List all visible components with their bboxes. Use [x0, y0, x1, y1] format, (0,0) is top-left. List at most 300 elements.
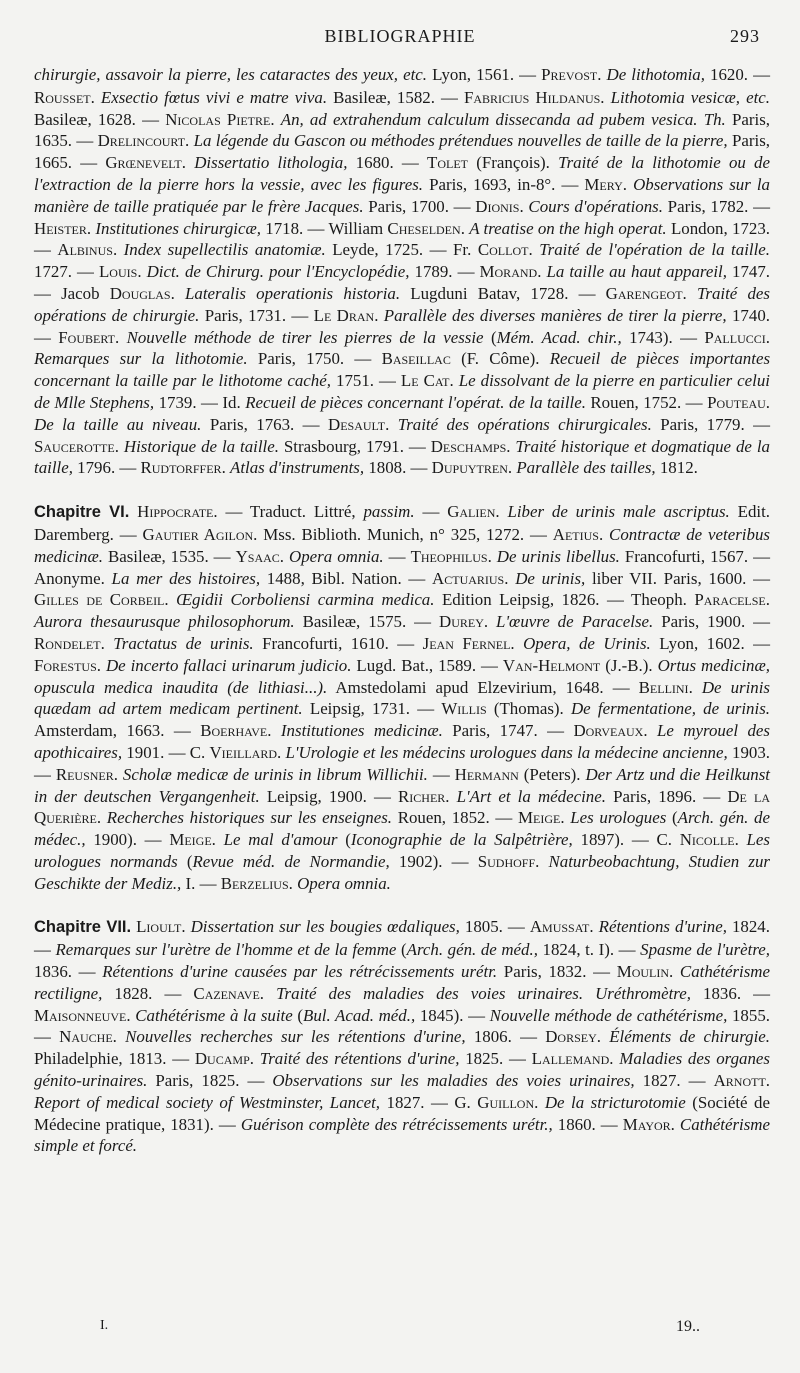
citation-text: (Société de Médecine pratique, 1831). —: [34, 1092, 770, 1134]
work-title: Lateralis operationis historia.: [185, 283, 401, 303]
work-title: Guérison complète des rétrécissements urétr.,: [240, 1114, 553, 1134]
citation-text: (Peters).: [518, 764, 586, 784]
author-name: Maisonneuve: [34, 1005, 127, 1025]
work-title: Maladies des organes génito-urinaires.: [34, 1049, 770, 1091]
author-name: Le Dran: [313, 305, 375, 325]
author-name: Gilles de Corbeil: [34, 590, 165, 610]
work-title: Les urologues: [570, 808, 667, 828]
work-title: Scholæ medicæ de urinis in librum Willichii.: [122, 764, 428, 784]
work-title: Exsectio fœtus vivi e matre viva.: [100, 87, 328, 107]
work-title: Historique de la taille.: [123, 436, 279, 456]
author-name: Gautier Agilon: [142, 524, 254, 544]
bibliography-paragraph: [34, 916, 770, 1157]
citation-text: 1808. —: [364, 458, 432, 478]
page-header: [34, 26, 766, 52]
author-name: Forestus: [34, 655, 97, 675]
work-title: Remarques sur l'urètre de l'homme et de la femme: [55, 940, 397, 960]
author-name: Bellini: [638, 677, 689, 697]
citation-text: .: [114, 436, 124, 456]
work-title: Cathétérisme simple et forcé.: [34, 1114, 770, 1156]
citation-text: Basileæ, 1582. —: [327, 87, 464, 107]
work-title: Le dissolvant de la pierre en particulier celui de Mlle Stephens,: [34, 371, 770, 412]
citation-text: .: [460, 218, 470, 238]
citation-text: .: [277, 742, 286, 762]
author-name: Jean Fernel: [422, 633, 511, 653]
citation-text: .: [734, 830, 747, 850]
citation-text: [129, 502, 137, 521]
citation-text: .: [221, 458, 231, 478]
citation-text: .: [688, 677, 702, 697]
work-title: Le mal d'amour: [223, 830, 338, 850]
citation-text: liber VII. Paris, 1600. —: [585, 568, 770, 588]
citation-text: 1827. —: [634, 1071, 714, 1091]
bibliography-paragraph: [34, 64, 770, 479]
author-name: Berzelius: [220, 873, 289, 893]
citation-text: .: [622, 174, 634, 194]
citation-text: .: [534, 1092, 545, 1112]
citation-text: I. —: [181, 873, 221, 893]
citation-text: 1796. —: [72, 458, 141, 478]
author-name: Tolet: [427, 153, 469, 173]
work-title: Atlas d'instruments,: [230, 458, 365, 478]
citation-text: Francofurti, 1610. —: [253, 633, 423, 653]
citation-text: 1789. —: [409, 262, 480, 282]
citation-text: .: [164, 590, 177, 610]
citation-text: 1740. —: [34, 305, 770, 347]
citation-text: 1805. —: [459, 917, 530, 937]
citation-text: .: [449, 371, 459, 391]
citation-text: .: [643, 721, 657, 741]
citation-text: .: [90, 87, 101, 107]
citation-text: Francofurti, 1567. — Anonyme.: [34, 546, 770, 588]
work-title: Tractatus de urinis.: [113, 633, 254, 653]
work-title: L'Urologie et les médecins urologues dans la médecine ancienne,: [285, 742, 728, 762]
work-title: Dissertatio lithologia,: [194, 153, 348, 173]
work-title: Traité des opérations chirurgicales.: [397, 414, 652, 434]
author-name: Sudhoff: [477, 851, 536, 871]
citation-text: (: [483, 327, 497, 347]
citation-text: .: [682, 283, 697, 303]
citation-text: Edit. Daremberg. —: [34, 502, 771, 544]
author-name: Heister: [34, 218, 87, 238]
citation-text: Basileæ, 1535. —: [102, 546, 236, 566]
work-title: Traité de la lithotomie ou de l'extraction de la pierre hors la vessie, avec les figures.: [34, 153, 770, 194]
work-title: Traité des rétentions d'urine,: [259, 1049, 460, 1069]
work-title: De urinis quædam ad artem medicam pertinent.: [34, 677, 771, 719]
author-name: Morand: [479, 262, 538, 282]
author-name: Lioult: [136, 917, 182, 937]
citation-text: .: [600, 87, 611, 107]
citation-text: 1836. —: [34, 962, 103, 982]
citation-text: .: [181, 917, 191, 937]
citation-text: 1860. —: [552, 1114, 623, 1134]
citation-text: Paris, 1900. —: [653, 612, 770, 632]
citation-text: .: [510, 633, 524, 653]
work-title: Nouvelles recherches sur les rétentions d'urine,: [125, 1027, 466, 1047]
author-name: Arnott: [713, 1071, 766, 1091]
citation-text: . — Traduct. Littré,: [213, 502, 364, 522]
work-title: Opera omnia.: [289, 546, 384, 566]
work-title: L'œuvre de Paracelse.: [496, 612, 654, 632]
citation-text: .: [170, 283, 185, 303]
citation-text: Paris, 1825. —: [147, 1071, 273, 1091]
citation-text: (: [337, 830, 351, 850]
citation-text: .: [445, 786, 457, 806]
citation-text: .: [112, 1027, 126, 1047]
author-name: Moulin: [616, 962, 670, 982]
citation-text: Paris, 1700. —: [363, 196, 476, 216]
citation-text: 1897). — C.: [572, 830, 680, 850]
citation-text: Paris, 1832. —: [497, 962, 617, 982]
citation-text: Lugduni Batav, 1728. —: [400, 283, 606, 303]
work-title: Arch. gén. de médec.,: [34, 808, 770, 850]
citation-text: Paris, 1665. —: [34, 131, 770, 173]
author-name: Fabricius Hildanus: [463, 87, 601, 107]
running-title: BIBLIOGRAPHIE: [324, 26, 476, 46]
author-name: Richer: [398, 786, 446, 806]
author-name: Amussat: [529, 917, 590, 937]
citation-text: Paris, 1896. —: [605, 786, 728, 806]
author-name: Saucerotte: [34, 436, 115, 456]
citation-text: Paris, 1731. —: [199, 305, 314, 325]
citation-text: .: [126, 1005, 136, 1025]
author-name: Drelincourt: [97, 131, 186, 151]
work-title: Contractæ de veteribus medicinæ.: [34, 524, 770, 566]
citation-text: .: [96, 808, 107, 828]
citation-text: Strasbourg, 1791. —: [278, 436, 431, 456]
work-title: Traité historique et dogmatique de la taille,: [34, 436, 770, 478]
citation-text: 1845). —: [415, 1005, 490, 1025]
author-name: Nauche: [59, 1027, 113, 1047]
author-name: Louis: [98, 262, 138, 282]
author-name: Hippocrate: [137, 502, 214, 522]
citation-text: Philadelphie, 1813. —: [34, 1049, 195, 1069]
citation-text: Lugd. Bat., 1589. —: [351, 655, 503, 675]
work-title: Éléments de chirurgie.: [609, 1027, 771, 1047]
citation-text: 1900). —: [85, 830, 170, 850]
citation-text: 1836. —: [690, 983, 770, 1003]
work-title: Arch. gén. de méd.,: [406, 940, 538, 960]
citation-text: (: [396, 940, 407, 960]
citation-text: Amstedolami apud Elzevirium, 1648. —: [327, 677, 639, 697]
citation-text: 1903. —: [34, 742, 771, 784]
citation-text: .: [504, 568, 516, 588]
citation-text: .: [483, 612, 497, 632]
citation-text: (Thomas).: [486, 699, 571, 719]
citation-text: .: [181, 153, 195, 173]
citation-text: (François).: [468, 153, 559, 173]
author-name: Douglas: [109, 283, 171, 303]
work-title: Les urologues normands: [34, 830, 770, 871]
work-title: Recherches historiques sur les enseignes.: [106, 808, 393, 828]
chapter-label: Chapitre VI.: [34, 503, 130, 522]
work-title: L'Art et la médecine.: [456, 786, 606, 806]
work-title: De la stricturotomie: [544, 1092, 686, 1112]
citation-text: Basileæ, 1628. —: [34, 109, 166, 129]
paragraph-text: [34, 65, 770, 477]
work-title: De lithotomia,: [606, 65, 705, 84]
author-name: De la Querière: [34, 786, 771, 828]
citation-text: 1901. — C.: [122, 742, 210, 762]
work-title: La mer des histoires,: [111, 568, 261, 588]
author-name: Ducamp: [194, 1049, 250, 1069]
citation-text: Edition Leipsig, 1826. — Theoph.: [434, 590, 695, 610]
signature-mark: I.: [100, 1318, 109, 1333]
citation-text: .: [670, 1114, 680, 1134]
work-title: Traité de l'opération de la taille.: [539, 240, 770, 260]
author-name: Deschamps: [430, 436, 507, 456]
citation-text: Basileæ, 1575. —: [294, 612, 439, 632]
work-title: Nouvelle méthode de cathétérisme,: [489, 1005, 728, 1025]
citation-text: .: [535, 851, 549, 871]
citation-text: Paris, 1763. —: [201, 414, 328, 434]
citation-text: .: [487, 546, 497, 566]
signature-number: 19..: [676, 1318, 700, 1335]
work-title: Recueil de pièces importantes concernant la taille par le lithotome caché,: [34, 349, 771, 391]
work-title: La taille au haut appareil,: [546, 262, 727, 282]
author-name: Garengeot: [605, 283, 683, 303]
citation-text: .: [259, 983, 277, 1003]
work-title: Der Artz und die Heilkunst in der deutschen Vergangenheit.: [34, 764, 770, 806]
citation-text: 1824. —: [34, 917, 770, 960]
author-name: Desault: [328, 414, 386, 434]
citation-text: Amsterdam, 1663. —: [34, 721, 201, 741]
work-title: Opera, de Urinis.: [523, 633, 651, 653]
citation-text: 1827. — G.: [380, 1092, 478, 1112]
author-name: Meige: [169, 830, 212, 850]
citation-text: .: [598, 524, 610, 544]
citation-text: 1902). —: [389, 851, 478, 871]
work-title: De fermentatione, de urinis.: [570, 699, 770, 719]
citation-text: .: [596, 1027, 610, 1047]
citation-text: .: [137, 262, 147, 282]
citation-text: (J.-B.).: [600, 655, 658, 675]
citation-text: .: [597, 65, 607, 84]
author-name: Mery: [584, 174, 623, 194]
citation-text: Paris, 1782. —: [662, 196, 770, 216]
author-name: Actuarius: [432, 568, 505, 588]
work-title: Dissertation sur les bougies œdaliques,: [190, 917, 460, 937]
citation-text: 1828. —: [102, 983, 194, 1003]
author-name: Baseillac: [381, 349, 451, 369]
work-title: Lithotomia vesicæ, etc.: [610, 87, 770, 107]
work-title: Mém. Acad. chir.,: [496, 327, 622, 347]
author-name: Reusner: [55, 764, 114, 784]
citation-text: .: [560, 808, 571, 828]
citation-text: (: [292, 1005, 304, 1025]
citation-text: Paris, 1747. —: [442, 721, 574, 741]
work-title: Dict. de Chirurg. pour l'Encyclopédie,: [146, 262, 410, 282]
citation-text: Rouen, 1852. —: [392, 808, 518, 828]
author-name: Cazenave: [193, 983, 260, 1003]
citation-text: —: [414, 502, 448, 522]
author-name: Mayor: [622, 1114, 671, 1134]
work-title: An, ad extrahendum calculum dissecanda ad pubem vesica. Th.: [280, 109, 726, 129]
work-title: chirurgie, assavoir la pierre, les cataractes des yeux, etc.: [34, 65, 427, 84]
citation-text: .: [270, 109, 281, 129]
work-title: Le myrouel des apothicaires,: [34, 721, 770, 762]
author-name: Rondelet: [34, 633, 101, 653]
citation-text: 1824, t. I). —: [537, 940, 641, 960]
work-title: De incerto fallaci urinarum judicio.: [105, 655, 352, 675]
citation-text: .: [96, 655, 106, 675]
citation-text: (: [177, 851, 193, 871]
author-name: Guillon: [477, 1092, 535, 1112]
author-name: Paracelse: [694, 590, 766, 610]
citation-text: .: [385, 414, 398, 434]
citation-text: .: [537, 262, 547, 282]
citation-text: Rouen, 1752. —: [585, 392, 708, 412]
citation-text: (: [666, 808, 678, 828]
work-title: Ortus medicinæ, opuscula medica inaudita (de lithiasi...).: [34, 655, 770, 697]
work-title: Revue méd. de Normandie,: [192, 851, 390, 871]
author-name: Pallucci: [704, 327, 766, 347]
work-title: Observations sur la manière de taille pratiquée par le frère Jacques.: [34, 174, 770, 216]
citation-text: .: [765, 327, 770, 347]
citation-text: 1727. —: [34, 262, 99, 282]
bibliography-paragraph: [34, 501, 770, 894]
citation-text: .: [114, 327, 127, 347]
citation-text: Paris, 1750. —: [247, 349, 382, 369]
citation-text: .: [507, 458, 517, 478]
work-title: Cours d'opérations.: [528, 196, 663, 216]
work-title: Remarques sur la lithotomie.: [34, 349, 248, 369]
author-name: Hermann: [454, 764, 519, 784]
citation-text: 1812.: [655, 458, 698, 478]
author-name: Grœnevelt: [105, 153, 182, 173]
citation-text: Paris, 1635. —: [34, 109, 770, 151]
author-name: Dorveaux: [573, 721, 644, 741]
work-title: Parallèle des diverses manières de tirer la pierre,: [383, 305, 727, 325]
work-title: Report of medical society of Westminster, Lancet,: [34, 1092, 381, 1112]
work-title: Traité des maladies des voies urinaires. Uréthromètre,: [276, 983, 691, 1003]
citation-text: 1747. — Jacob: [34, 262, 771, 303]
citation-text: .: [765, 1071, 771, 1091]
author-name: Dorsey: [545, 1027, 597, 1047]
author-name: Prevost: [541, 65, 598, 84]
citation-text: 1620. —: [704, 65, 770, 84]
work-title: Observations sur les maladies des voies urinaires,: [272, 1071, 635, 1091]
work-title: Rétentions d'urine,: [598, 917, 727, 937]
author-name: Pouteau: [707, 392, 766, 412]
author-name: Durey: [439, 612, 484, 632]
paragraph-text: [34, 917, 770, 1155]
author-name: Willis: [441, 699, 487, 719]
citation-text: Paris, 1693, in-8°. —: [423, 174, 585, 194]
work-title: De la taille au niveau.: [34, 414, 202, 434]
work-title: Institutiones chirurgicæ,: [95, 218, 261, 238]
citation-text: 1806. —: [465, 1027, 546, 1047]
citation-text: .: [765, 590, 770, 610]
citation-text: .: [211, 830, 224, 850]
work-title: A treatise on the high operat.: [469, 218, 667, 238]
citation-text: 1743). —: [621, 327, 705, 347]
work-title: La légende du Gascon ou méthodes prétendues nouvelles de taille de la pierre,: [193, 131, 728, 151]
citation-text: —: [427, 764, 455, 784]
citation-text: Lyon, 1602. —: [650, 633, 771, 653]
citation-text: 1825. —: [459, 1049, 532, 1069]
citation-text: (F. Côme).: [450, 349, 550, 369]
page-footer: [100, 1318, 700, 1340]
author-name: Nicolas Pietre: [165, 109, 271, 129]
work-title: Nouvelle méthode de tirer les pierres de la vessie: [126, 327, 484, 347]
author-name: Ysaac: [235, 546, 280, 566]
work-title: Cathétérisme rectiligne,: [34, 962, 770, 1003]
citation-text: Leipsig, 1900. —: [259, 786, 399, 806]
citation-text: .: [279, 546, 290, 566]
citation-text: .: [112, 240, 124, 260]
citation-text: .: [765, 392, 771, 412]
work-title: Parallèle des tailles,: [516, 458, 656, 478]
author-name: Albinus: [57, 240, 113, 260]
citation-text: .: [86, 218, 96, 238]
citation-text: .: [185, 131, 194, 151]
citation-text: Paris, 1779. —: [651, 414, 771, 434]
author-name: Foubert: [58, 327, 115, 347]
citation-text: .: [519, 196, 529, 216]
citation-text: Leyde, 1725. — Fr.: [325, 240, 478, 260]
citation-text: —: [383, 546, 411, 566]
citation-text: 1488, Bibl. Nation. —: [260, 568, 433, 588]
work-title: Recueil de pièces concernant l'opérat. de la taille.: [245, 392, 586, 412]
work-title: De urinis libellus.: [496, 546, 620, 566]
author-name: Dupuytren: [431, 458, 508, 478]
citation-text: 1680. —: [347, 153, 428, 173]
citation-text: London, 1723. —: [34, 218, 771, 260]
work-title: De urinis,: [515, 568, 586, 588]
citation-text: .: [288, 873, 298, 893]
work-title: Bul. Acad. méd.,: [303, 1005, 416, 1025]
citation-text: Leipsig, 1731. —: [302, 699, 442, 719]
author-name: Rousset: [34, 87, 91, 107]
work-title: Index supellectilis anatomiæ.: [123, 240, 326, 260]
author-name: Vieillard: [209, 742, 278, 762]
citation-text: 1739. — Id.: [154, 392, 246, 412]
chapter-label: Chapitre VII.: [34, 918, 132, 937]
citation-text: . Mss. Biblioth. Munich, n° 325, 1272. —: [253, 524, 553, 544]
author-name: Le Cat: [400, 371, 450, 391]
citation-text: 1718. — William: [260, 218, 388, 238]
citation-text: Lyon, 1561. —: [427, 65, 542, 84]
author-name: Rudtorffer: [140, 458, 222, 478]
author-name: Boerhave: [200, 721, 268, 741]
author-name: Cheselden: [387, 218, 461, 238]
citation-text: .: [609, 1049, 620, 1069]
author-name: Galien: [447, 502, 496, 522]
paragraph-text: [34, 502, 770, 893]
page-number: 293: [730, 26, 760, 46]
author-name: Meige: [517, 808, 561, 828]
author-name: Theophilus: [410, 546, 488, 566]
bibliography-body: [34, 64, 770, 1157]
work-title: passim.: [363, 502, 415, 522]
citation-text: .: [113, 764, 123, 784]
work-title: Rétentions d'urine causées par les rétrécissements urétr.: [102, 962, 498, 982]
work-title: Liber de urinis male ascriptus.: [507, 502, 730, 522]
citation-text: .: [589, 917, 599, 937]
citation-text: .: [249, 1049, 260, 1069]
citation-text: 1855. —: [34, 1005, 770, 1047]
author-name: Nicolle: [679, 830, 735, 850]
work-title: Aurora thesaurusque philosophorum.: [34, 612, 295, 632]
citation-text: .: [100, 633, 114, 653]
author-name: Dionis: [475, 196, 520, 216]
work-title: Opera omnia.: [297, 873, 391, 893]
author-name: Lallemand: [531, 1049, 610, 1069]
citation-text: .: [506, 436, 516, 456]
citation-text: .: [669, 962, 680, 982]
citation-text: .: [495, 502, 508, 522]
